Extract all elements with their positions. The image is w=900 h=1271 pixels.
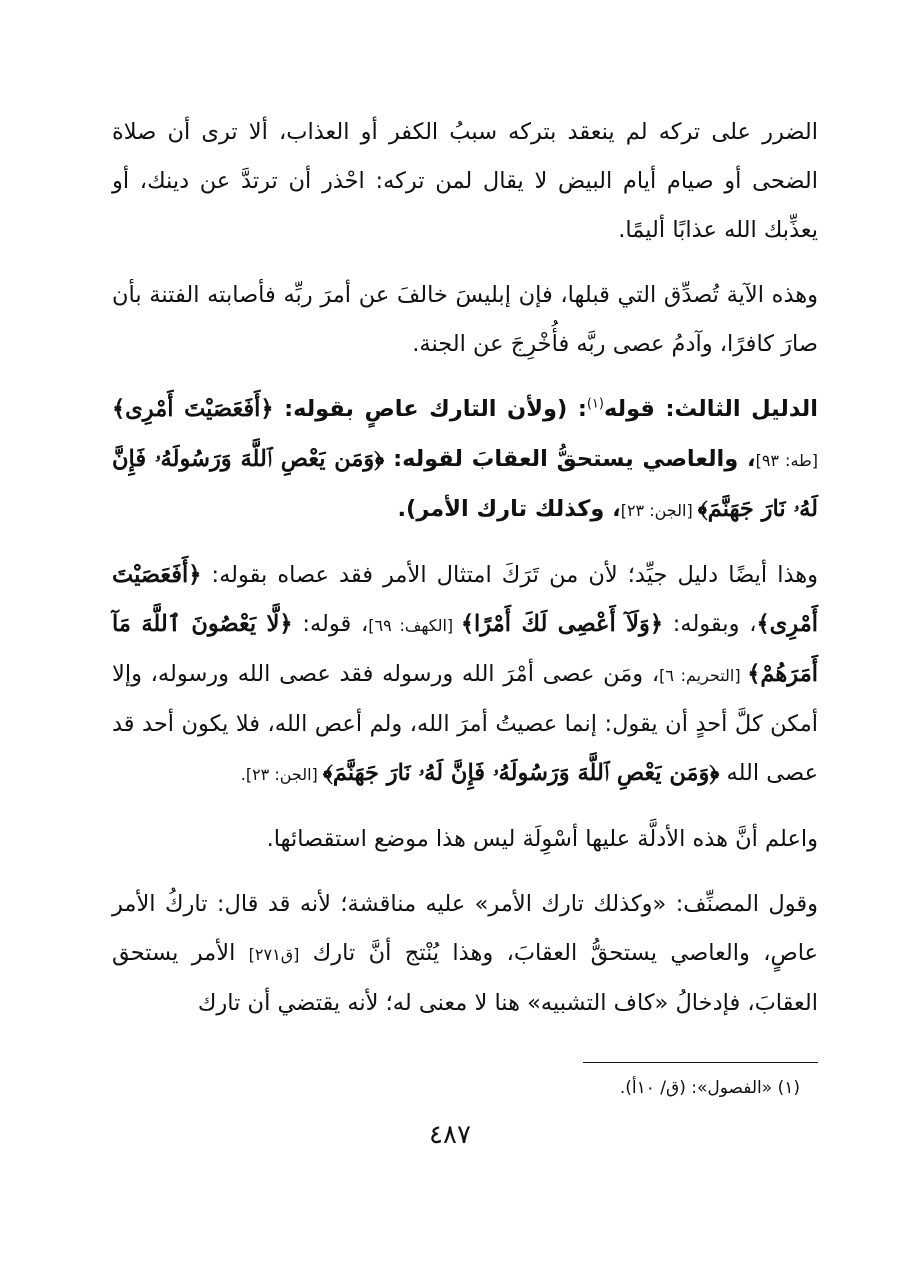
verse-reference: [الجن: ٢٣]: [620, 501, 698, 520]
paragraph-2: وهذه الآية تُصدِّق التي قبلها، فإن إبليسَ خالفَ عن أمرَ ربِّه فأصابته الفتنة بأن صارَ كافرًا، وآدمُ عصى ربَّه فأُخْرِجَ عن الجنة.: [112, 282, 818, 357]
page-number: ٤٨٧: [429, 1120, 471, 1150]
verse-reference: [طه: ٩٣]: [755, 451, 819, 470]
verse-reference: [التحريم: ٦]: [659, 666, 748, 685]
paragraph-6: [112, 880, 818, 1028]
quran-verse: ﴿وَلَآ أَعْصِى لَكَ أَمْرًا﴾: [460, 611, 664, 637]
quran-verse: ﴿وَمَن يَعْصِ ٱللَّهَ وَرَسُولَهُۥ فَإِنَّ لَهُۥ نَارَ جَهَنَّمَ﴾: [112, 446, 818, 522]
main-text: [112, 108, 818, 1044]
paragraph-1: الضرر على تركه لم ينعقد بتركه سببُ الكفر أو العذاب، ألا ترى أن صلاة الضحى أو صيام أيام البيض لا يقال لمن تركه: احْذر أن ترتدَّ عن دينك، أو يعذِّبك الله عذابًا أليمًا.: [112, 119, 818, 243]
footnote: (١) «الفصول»: (ق/ ١٠أ).: [619, 1078, 800, 1098]
quoted-text: ، والعاصي يستحقُّ العقابَ لقوله:: [384, 446, 756, 472]
evidence-heading: الدليل الثالث: قوله: [603, 396, 818, 422]
text-run: وقول المصنِّف: «وكذلك تارك الأمر» عليه مناقشة؛ لأنه قد قال: تاركُ الأمر عاصٍ، والعاصي يستحقُّ العقابَ، وهذا يُنْتج أنَّ تارك: [112, 891, 818, 966]
manuscript-folio-marker: [ق٢٧١]: [248, 945, 300, 964]
quoted-text: ، وكذلك تارك الأمر).: [397, 496, 621, 522]
paragraph-5: واعلم أنَّ هذه الأدلَّة عليها أسْوِلَة ليس هذا موضع استقصائها.: [266, 826, 818, 852]
footnote-divider: [583, 1062, 818, 1063]
quran-verse: ﴿وَمَن يَعْصِ ٱللَّهَ وَرَسُولَهُۥ فَإِنَّ لَهُۥ نَارَ جَهَنَّمَ﴾: [322, 760, 720, 786]
text-run: ، ومَن عصى أمْرَ الله ورسوله فقد عصى الله ورسوله، وإلا أمكن كلَّ أحدٍ أن يقول: إنما عصيتُ أمرَ الله، ولم أعص الله، فلا يكون أحد قد عصى الله: [112, 661, 818, 786]
quran-verse: ﴿أَفَعَصَيْتَ أَمْرِى﴾: [112, 396, 274, 422]
quoted-text: : (ولأن التارك عاصٍ بقوله:: [273, 396, 587, 422]
paragraph-3: [112, 385, 818, 535]
text-run: ، وبقوله:: [663, 611, 757, 637]
footnote-marker[interactable]: (١): [586, 396, 604, 412]
text-run: الأمر يستحق العقابَ، فإدخالُ «كاف التشبيه» هنا لا معنى له؛ لأنه يقتضي أن تارك: [112, 940, 818, 1016]
quran-verse: ﴿أَفَعَصَيْتَ أَمْرِى﴾: [112, 562, 818, 637]
text-run: وهذا أيضًا دليل جيِّد؛ لأن من تَرَكَ امتثال الأمر فقد عصاه بقوله:: [201, 562, 818, 588]
paragraph-4: [112, 551, 818, 799]
text-run: ، قوله:: [292, 611, 369, 637]
quran-verse: ﴿لَّا يَعْصُونَ ٱللَّهَ مَآ أَمَرَهُمْ﴾: [112, 611, 818, 687]
verse-reference: [الجن: ٢٣].: [240, 765, 323, 784]
verse-reference: [الكهف: ٦٩]: [368, 616, 461, 635]
